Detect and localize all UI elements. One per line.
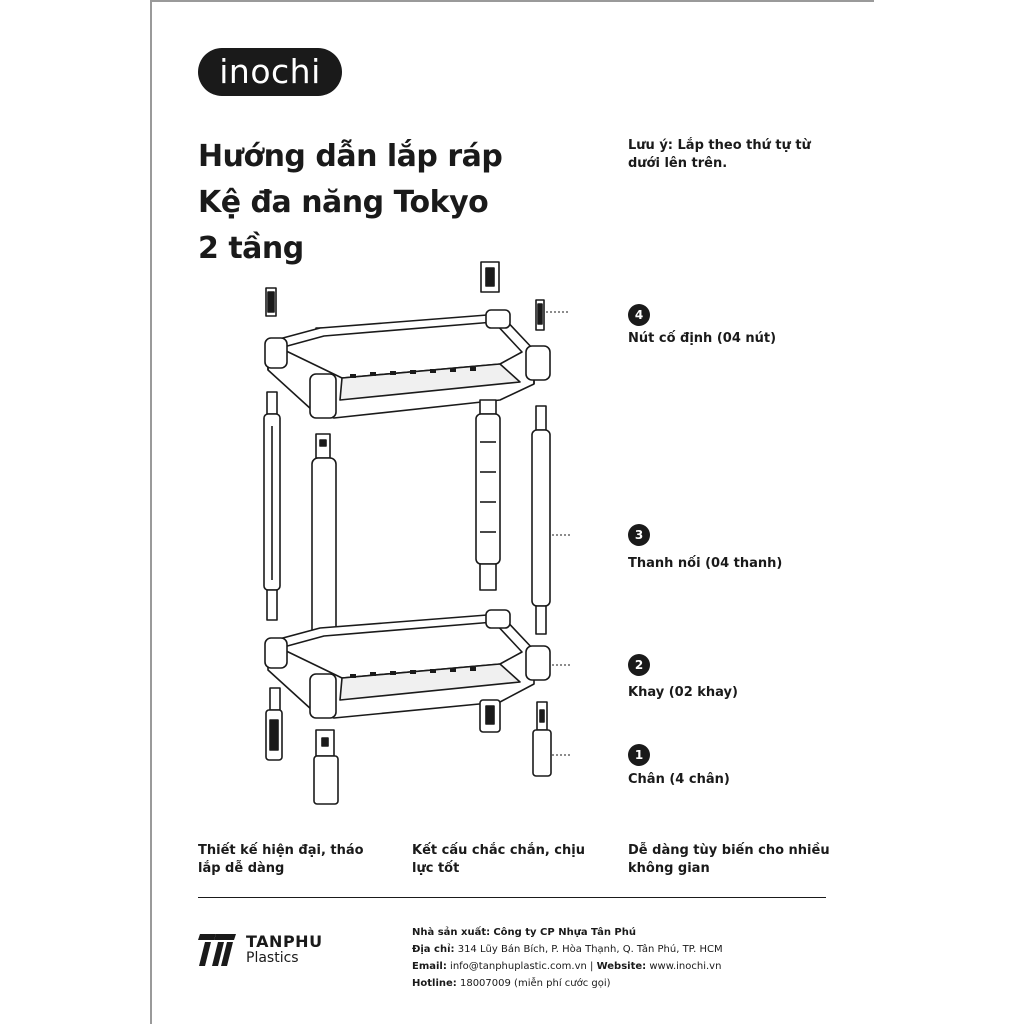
fixing-button-icon [481, 262, 499, 292]
brand-subtitle: Plastics [246, 950, 299, 966]
fixing-button-icon [536, 300, 544, 330]
connecting-bar-icon [476, 400, 500, 590]
hotline-value: 18007009 (miễn phí cước gọi) [459, 978, 611, 989]
leg-icon [266, 688, 282, 760]
upper-tray-icon [265, 310, 550, 418]
website-value: www.inochi.vn [649, 961, 722, 972]
callout-2-label: Khay (02 khay) [628, 685, 738, 700]
leg-icon [480, 700, 500, 732]
title-line-3: 2 tầng [198, 231, 304, 266]
website-label: Website: [596, 961, 647, 972]
address-line [412, 941, 723, 958]
address-value: 314 Lũy Bán Bích, P. Hòa Thạnh, Q. Tân Phú, TP. HCM [457, 944, 723, 955]
footer-divider [198, 897, 826, 898]
email-label: Email: [412, 961, 447, 972]
feature-design: Thiết kế hiện đại, tháo lắp dễ dàng [198, 843, 364, 876]
callout-4-label: Nút cố định (04 nút) [628, 331, 777, 346]
leg-icon [314, 730, 338, 804]
brand-name: TANPHU [246, 932, 323, 951]
title-line-2: Kệ đa năng Tokyo [198, 185, 489, 220]
title-line-1: Hướng dẫn lắp ráp [198, 139, 503, 174]
hotline-label: Hotline: [412, 978, 457, 989]
company-info [412, 924, 723, 992]
feature-flexibility: Dễ dàng tùy biến cho nhiều không gian [628, 843, 830, 876]
assembly-note: Lưu ý: Lắp theo thứ tự từ dưới lên trên. [628, 138, 811, 171]
connecting-bar-icon [264, 392, 280, 620]
tanphu-logo-icon [196, 928, 240, 968]
callout-4-number: 4 [628, 304, 650, 326]
lower-tray-icon [265, 610, 550, 718]
callout-3-number: 3 [628, 524, 650, 546]
contact-line [412, 958, 723, 975]
maker-line [412, 924, 723, 941]
maker-value: Công ty CP Nhựa Tân Phú [493, 927, 636, 938]
callout-1-number: 1 [628, 744, 650, 766]
fixing-button-icon [266, 288, 276, 316]
maker-label: Nhà sản xuất: [412, 927, 491, 938]
connecting-bar-icon [532, 406, 550, 634]
tanphu-brand [196, 928, 323, 972]
callout-2-number: 2 [628, 654, 650, 676]
email-value: info@tanphuplastic.com.vn [450, 961, 587, 972]
feature-structure: Kết cấu chắc chắn, chịu lực tốt [412, 843, 585, 876]
address-label: Địa chỉ: [412, 944, 455, 955]
callout-1-label: Chân (4 chân) [628, 772, 730, 787]
page-border-top [150, 0, 874, 2]
contact-separator: | [590, 961, 594, 972]
page-border-left [150, 0, 152, 1024]
hotline-line [412, 975, 723, 992]
inochi-logo: inochi [198, 48, 342, 96]
callout-3-label: Thanh nối (04 thanh) [628, 556, 783, 571]
assembly-diagram [250, 250, 570, 810]
leg-icon [533, 702, 551, 776]
